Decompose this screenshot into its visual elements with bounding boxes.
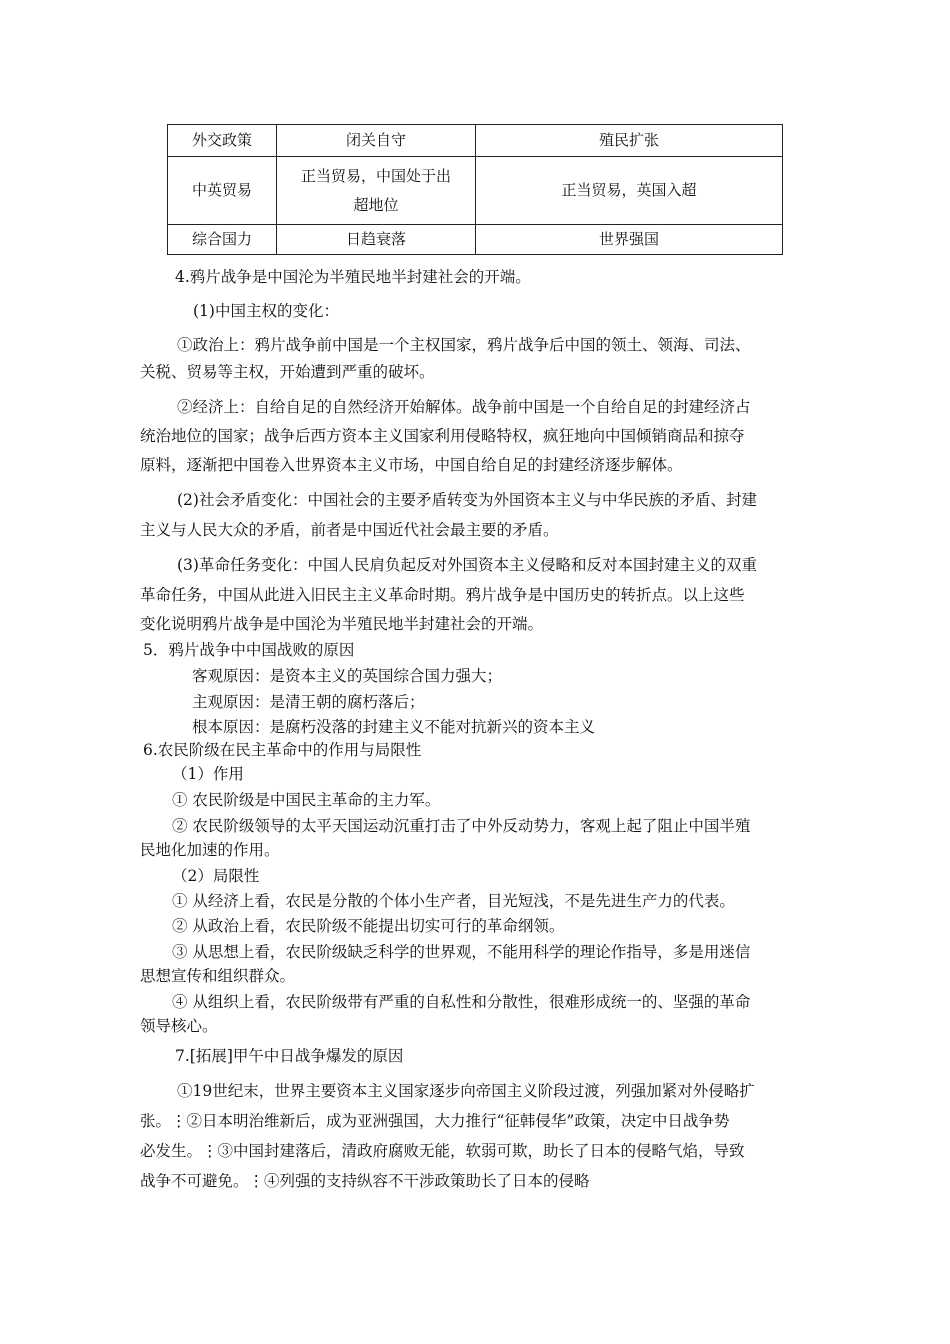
table-row [168, 125, 783, 157]
list-item: ① 从经济上看，农民是分散的个体小生产者，目光短浅，不是先进生产力的代表。 [172, 892, 735, 910]
section-heading: 5．鸦片战争中中国战败的原因 [143, 641, 355, 659]
comparison-table [167, 124, 783, 255]
list-item: ① 农民阶级是中国民主革命的主力军。 [172, 791, 441, 809]
list-item: 主观原因：是清王朝的腐朽落后； [192, 693, 425, 711]
table-cell: 世界强国 [476, 225, 783, 255]
table-row [168, 225, 783, 255]
cell-line: 超地位 [353, 195, 399, 214]
paragraph-line: (3)革命任务变化：中国人民肩负起反对外国资本主义侵略和反对本国封建主义的双重 [177, 556, 757, 574]
paragraph-line: 领导核心。 [140, 1017, 218, 1035]
paragraph-line: 战争不可避免。⋮④列强的支持纵容不干涉政策助长了日本的侵略 [140, 1172, 590, 1190]
section-heading: 7.[拓展]甲午中日战争爆发的原因 [175, 1047, 404, 1065]
table-cell: 中英贸易 [168, 157, 277, 225]
paragraph-line: 关税、贸易等主权，开始遭到严重的破坏。 [140, 363, 435, 381]
section-heading: 6.农民阶级在民主革命中的作用与局限性 [143, 741, 422, 759]
table-cell [277, 157, 476, 225]
table-cell: 日趋衰落 [277, 225, 476, 255]
section-heading: 4.鸦片战争是中国沦为半殖民地半封建社会的开端。 [175, 268, 531, 286]
subheading: （1）作用 [172, 765, 244, 783]
subheading: (1)中国主权的变化： [193, 302, 339, 320]
paragraph-line: ①政治上：鸦片战争前中国是一个主权国家，鸦片战争后中国的领土、领海、司法、 [177, 336, 751, 354]
paragraph-line: 统治地位的国家；战争后西方资本主义国家利用侵略特权，疯狂地向中国倾销商品和掠夺 [140, 427, 745, 445]
table-cell: 正当贸易，英国入超 [476, 157, 783, 225]
paragraph-line: 张。⋮②日本明治维新后，成为亚洲强国，大力推行“征韩侵华”政策，决定中日战争势 [140, 1112, 730, 1130]
list-item: 客观原因：是资本主义的英国综合国力强大； [192, 667, 503, 685]
table-cell: 综合国力 [168, 225, 277, 255]
paragraph-line: 革命任务，中国从此进入旧民主主义革命时期。鸦片战争是中国历史的转折点。以上这些 [140, 586, 745, 604]
table-cell: 殖民扩张 [476, 125, 783, 157]
table-cell: 外交政策 [168, 125, 277, 157]
paragraph-line: (2)社会矛盾变化：中国社会的主要矛盾转变为外国资本主义与中华民族的矛盾、封建 [177, 491, 757, 509]
list-item: ② 从政治上看，农民阶级不能提出切实可行的革命纲领。 [172, 917, 565, 935]
paragraph-line: ②经济上：自给自足的自然经济开始解体。战争前中国是一个自给自足的封建经济占 [177, 398, 751, 416]
list-item: ④ 从组织上看，农民阶级带有严重的自私性和分散性，很难形成统一的、坚强的革命 [172, 993, 751, 1011]
paragraph-line: 思想宣传和组织群众。 [140, 967, 296, 985]
paragraph-line: 变化说明鸦片战争是中国沦为半殖民地半封建社会的开端。 [140, 615, 544, 633]
paragraph-line: 民地化加速的作用。 [140, 841, 280, 859]
paragraph-line: ①19世纪末，世界主要资本主义国家逐步向帝国主义阶段过渡，列强加紧对外侵略扩 [177, 1082, 755, 1100]
table-cell: 闭关自守 [277, 125, 476, 157]
table-row [168, 157, 783, 225]
cell-line: 正当贸易，中国处于出 [300, 166, 451, 185]
paragraph-line: 主义与人民大众的矛盾，前者是中国近代社会最主要的矛盾。 [140, 521, 559, 539]
list-item: ③ 从思想上看，农民阶级缺乏科学的世界观，不能用科学的理论作指导，多是用迷信 [172, 943, 751, 961]
list-item: 根本原因：是腐朽没落的封建主义不能对抗新兴的资本主义 [192, 718, 596, 736]
subheading: （2）局限性 [172, 867, 260, 885]
paragraph-line: 原料，逐渐把中国卷入世界资本主义市场，中国自给自足的封建经济逐步解体。 [140, 456, 683, 474]
list-item: ② 农民阶级领导的太平天国运动沉重打击了中外反动势力，客观上起了阻止中国半殖 [172, 817, 751, 835]
paragraph-line: 必发生。⋮③中国封建落后，清政府腐败无能，软弱可欺，助长了日本的侵略气焰，导致 [140, 1142, 745, 1160]
